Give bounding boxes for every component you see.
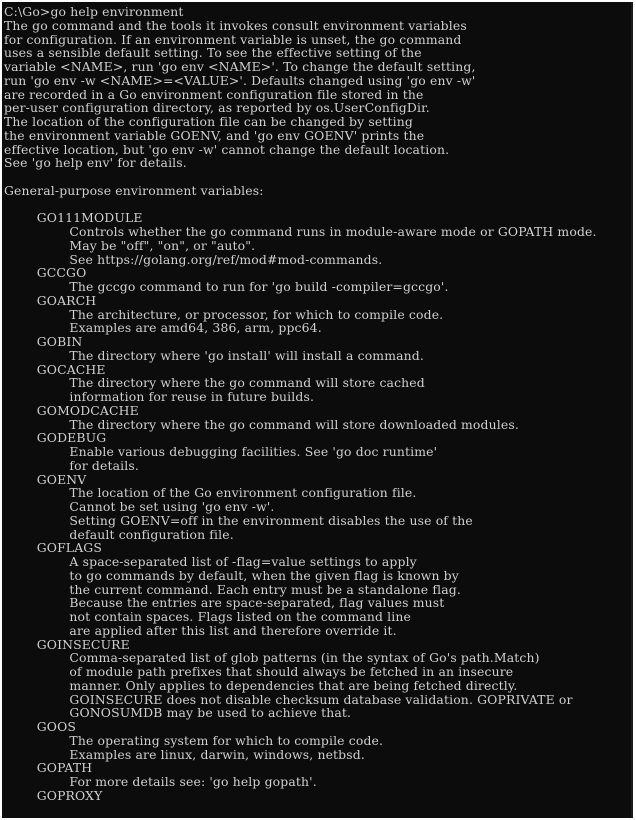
terminal-line: General-purpose environment variables: [4, 182, 264, 198]
terminal-line: not contain spaces. Flags listed on the command line [4, 609, 412, 624]
terminal-line: GO111MODULE [4, 210, 143, 226]
terminal-line: The go command and the tools it invokes consult environment variables [4, 17, 467, 33]
terminal-line: GOENV [4, 471, 87, 487]
terminal-line: manner. Only applies to dependencies that are being fetched directly. [4, 677, 518, 693]
terminal-line: Enable various debugging facilities. See 'go doc runtime' [4, 444, 438, 459]
terminal-line: information for reuse in future builds. [4, 389, 315, 404]
terminal-line: GCCGO [4, 265, 87, 281]
terminal-line: GOMODCACHE [4, 402, 139, 418]
terminal-line: Setting GOENV=off in the environment disables the use of the [4, 512, 473, 528]
terminal-line: Examples are amd64, 386, arm, ppc64. [4, 320, 322, 336]
terminal-line: The directory where the go command will store downloaded modules. [4, 416, 519, 432]
terminal-line: uses a sensible default setting. To see the effective setting of the [4, 45, 422, 61]
terminal-line: are recorded in a Go environment configuration file stored in the [4, 86, 424, 102]
terminal-line: The directory where 'go install' will install a command. [4, 347, 424, 363]
terminal-line: GOINSECURE [4, 636, 130, 652]
terminal-line: per-user configuration directory, as reported by os.UserConfigDir. [4, 100, 430, 116]
terminal-line [4, 170, 633, 184]
terminal-line: are applied after this list and therefore override it. [4, 622, 397, 638]
terminal-line: The architecture, or processor, for which to compile code. [4, 306, 444, 322]
terminal-line: For more details see: 'go help gopath'. [4, 774, 317, 789]
terminal-line: The directory where the go command will store cached [4, 375, 425, 391]
terminal-line: See 'go help env' for details. [4, 155, 187, 171]
terminal-line: May be "off", "on", or "auto". [4, 237, 256, 253]
terminal-line: variable <NAME>, run 'go env <NAME>'. To change the default setting, [4, 59, 476, 74]
terminal-window[interactable] [2, 2, 633, 818]
terminal-line: GOINSECURE does not disable checksum database validation. GOPRIVATE or [4, 691, 573, 707]
terminal-line: Because the entries are space-separated, flag values must [4, 595, 445, 611]
terminal-line: GONOSUMDB may be used to achieve that. [4, 705, 352, 721]
terminal-line: GODEBUG [4, 430, 107, 446]
terminal-line: The location of the configuration file can be changed by setting [4, 114, 413, 129]
terminal-line: run 'go env -w <NAME>=<VALUE>'. Defaults changed using 'go env -w' [4, 72, 476, 88]
terminal-line: GOPATH [4, 760, 93, 776]
terminal-line: GOBIN [4, 334, 83, 349]
terminal-line: The operating system for which to compile code. [4, 732, 384, 748]
terminal-line: for configuration. If an environment variable is unset, the go command [4, 31, 462, 47]
terminal-line: GOOS [4, 719, 77, 734]
terminal-line: for details. [4, 457, 139, 473]
terminal-line: to go commands by default, when the given flag is known by [4, 567, 459, 583]
terminal-line: See https://golang.org/ref/mod#mod-commands. [4, 251, 383, 267]
terminal-line: the current command. Each entry must be a standalone flag. [4, 581, 461, 597]
terminal-line [4, 198, 633, 212]
terminal-line: Comma-separated list of glob patterns (in the syntax of Go's path.Match) [4, 650, 540, 666]
terminal-line: Examples are linux, darwin, windows, netbsd. [4, 746, 365, 762]
terminal-line: The gccgo command to run for 'go build -compiler=gccgo'. [4, 279, 449, 294]
window-edge [631, 2, 633, 818]
command-prompt-line: C:\Go>go help environment [4, 4, 184, 19]
terminal-line: GOFLAGS [4, 540, 102, 556]
terminal-line: The location of the Go environment configuration file. [4, 485, 417, 501]
terminal-line: default configuration file. [4, 526, 234, 542]
terminal-line: of module path prefixes that should always be fetched in an insecure [4, 664, 514, 679]
terminal-line: Cannot be set using 'go env -w'. [4, 499, 275, 514]
terminal-line: A space-separated list of -flag=value settings to apply [4, 554, 417, 569]
terminal-line: the environment variable GOENV, and 'go env GOENV' prints the [4, 127, 425, 143]
terminal-line: Controls whether the go command runs in module-aware mode or GOPATH mode. [4, 224, 597, 239]
terminal-line: GOPROXY [4, 787, 103, 803]
terminal-output[interactable] [4, 5, 633, 803]
terminal-line: effective location, but 'go env -w' cannot change the default location. [4, 141, 450, 157]
terminal-line: GOCACHE [4, 361, 106, 377]
terminal-line: GOARCH [4, 292, 97, 308]
